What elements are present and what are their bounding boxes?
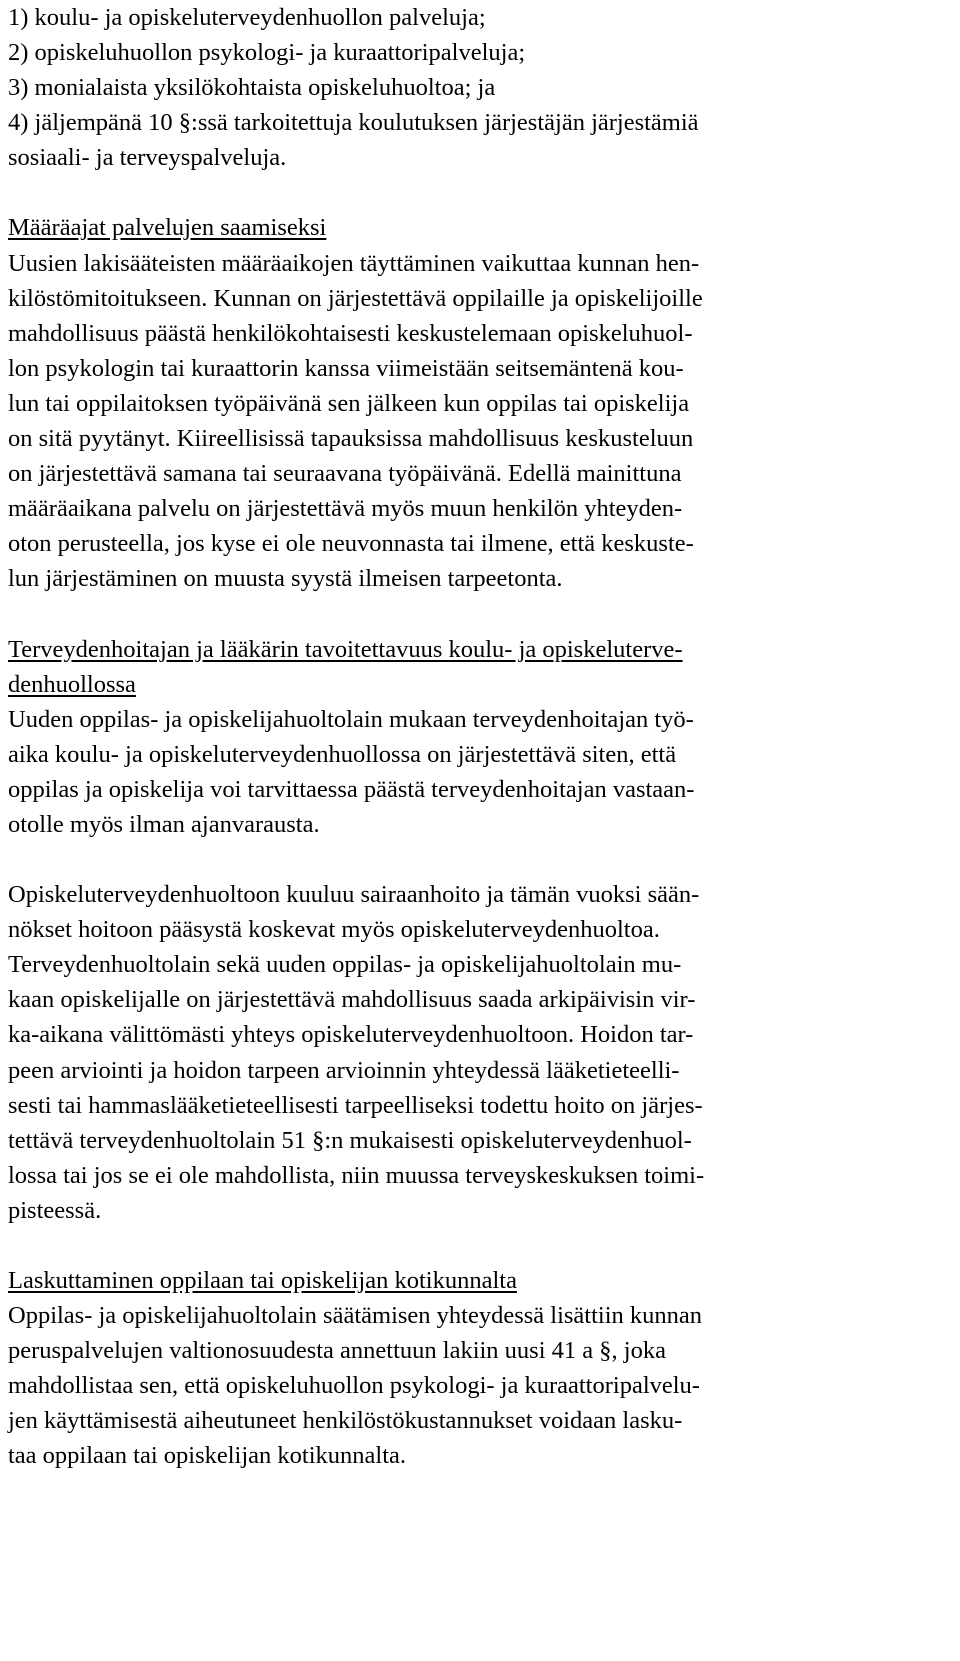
service-list xyxy=(8,0,908,175)
text-line: Uusien lakisääteisten määräaikojen täyttäminen vaikuttaa kunnan hen- xyxy=(8,249,700,277)
list-item: 1) koulu- ja opiskeluterveydenhuollon palveluja; xyxy=(8,4,486,31)
section-availability xyxy=(8,632,908,843)
text-line: määräaikana palvelu on järjestettävä myös muun henkilön yhteyden- xyxy=(8,495,683,523)
list-item: 4) jäljempänä 10 §:ssä tarkoitettuja koulutuksen järjestäjän järjestämiä xyxy=(8,109,699,137)
text-line: peruspalvelujen valtionosuudesta annettuun lakiin uusi 41 a §, joka xyxy=(8,1337,666,1365)
list-item: sosiaali- ja terveyspalveluja. xyxy=(8,144,287,172)
text-line: Uuden oppilas- ja opiskelijahuoltolain mukaan terveydenhoitajan työ- xyxy=(8,705,694,733)
text-line: kilöstömitoitukseen. Kunnan on järjestettävä oppilaille ja opiskelijoille xyxy=(8,284,703,312)
text-line: oppilas ja opiskelija voi tarvittaessa päästä terveydenhoitajan vastaan- xyxy=(8,775,695,803)
text-line: ka-aikana välittömästi yhteys opiskeluterveydenhuoltoon. Hoidon tar- xyxy=(8,1021,694,1049)
text-line: otolle myös ilman ajanvarausta. xyxy=(8,810,320,838)
text-line: Opiskeluterveydenhuoltoon kuuluu sairaanhoito ja tämän vuoksi sään- xyxy=(8,881,700,909)
document-page xyxy=(8,0,908,1474)
text-line: jen käyttämisestä aiheutuneet henkilöstökustannukset voidaan lasku- xyxy=(8,1407,683,1435)
text-line: nökset hoitoon pääsystä koskevat myös opiskeluterveydenhuoltoa. xyxy=(8,916,660,944)
spacer xyxy=(8,597,908,632)
text-line: mahdollisuus päästä henkilökohtaisesti keskustelemaan opiskeluhuol- xyxy=(8,319,693,347)
text-line: oton perusteella, jos kyse ei ole neuvonnasta tai ilmene, että keskuste- xyxy=(8,530,694,558)
text-line: lun tai oppilaitoksen työpäivänä sen jälkeen kun oppilas tai opiskelija xyxy=(8,389,690,417)
text-line: lossa tai jos se ei ole mahdollista, niin muussa terveyskeskuksen toimi- xyxy=(8,1161,705,1189)
text-line: kaan opiskelijalle on järjestettävä mahdollisuus saada arkipäivisin vir- xyxy=(8,986,696,1014)
section-deadlines xyxy=(8,210,908,596)
section-heading: Laskuttaminen oppilaan tai opiskelijan kotikunnalta xyxy=(8,1267,517,1294)
text-line: peen arviointi ja hoidon tarpeen arvioinnin yhteydessä lääketieteelli- xyxy=(8,1056,680,1084)
text-line: taa oppilaan tai opiskelijan kotikunnalta. xyxy=(8,1442,407,1470)
section-billing xyxy=(8,1263,908,1474)
spacer xyxy=(8,175,908,210)
text-line: aika koulu- ja opiskeluterveydenhuollossa on järjestettävä siten, että xyxy=(8,740,677,768)
spacer xyxy=(8,1228,908,1263)
text-line: tettävä terveydenhuoltolain 51 §:n mukaisesti opiskeluterveydenhuol- xyxy=(8,1126,692,1154)
text-line: Oppilas- ja opiskelijahuoltolain säätämisen yhteydessä lisättiin kunnan xyxy=(8,1302,703,1330)
text-line: Terveydenhuoltolain sekä uuden oppilas- ja opiskelijahuoltolain mu- xyxy=(8,951,682,979)
list-item: 2) opiskeluhuollon psykologi- ja kuraattoripalveluja; xyxy=(8,39,526,67)
text-line: sesti tai hammaslääketieteellisesti tarpeelliseksi todettu hoito on järjes- xyxy=(8,1091,703,1119)
section-heading: Määräajat palvelujen saamiseksi xyxy=(8,214,327,242)
section-heading: Terveydenhoitajan ja lääkärin tavoitettavuus koulu- ja opiskeluterve- xyxy=(8,635,683,663)
text-line: mahdollistaa sen, että opiskeluhuollon psykologi- ja kuraattoripalvelu- xyxy=(8,1372,700,1400)
text-line: on sitä pyytänyt. Kiireellisissä tapauksissa mahdollisuus keskusteluun xyxy=(8,425,694,453)
text-line: lon psykologin tai kuraattorin kanssa viimeistään seitsemäntenä kou- xyxy=(8,354,684,382)
spacer xyxy=(8,842,908,877)
list-item: 3) monialaista yksilökohtaista opiskeluhuoltoa; ja xyxy=(8,74,496,102)
paragraph-treatment xyxy=(8,877,908,1228)
text-line: on järjestettävä samana tai seuraavana työpäivänä. Edellä mainittuna xyxy=(8,460,682,488)
text-line: pisteessä. xyxy=(8,1196,102,1224)
text-line: lun järjestäminen on muusta syystä ilmeisen tarpeetonta. xyxy=(8,565,563,593)
section-heading: denhuollossa xyxy=(8,670,136,698)
